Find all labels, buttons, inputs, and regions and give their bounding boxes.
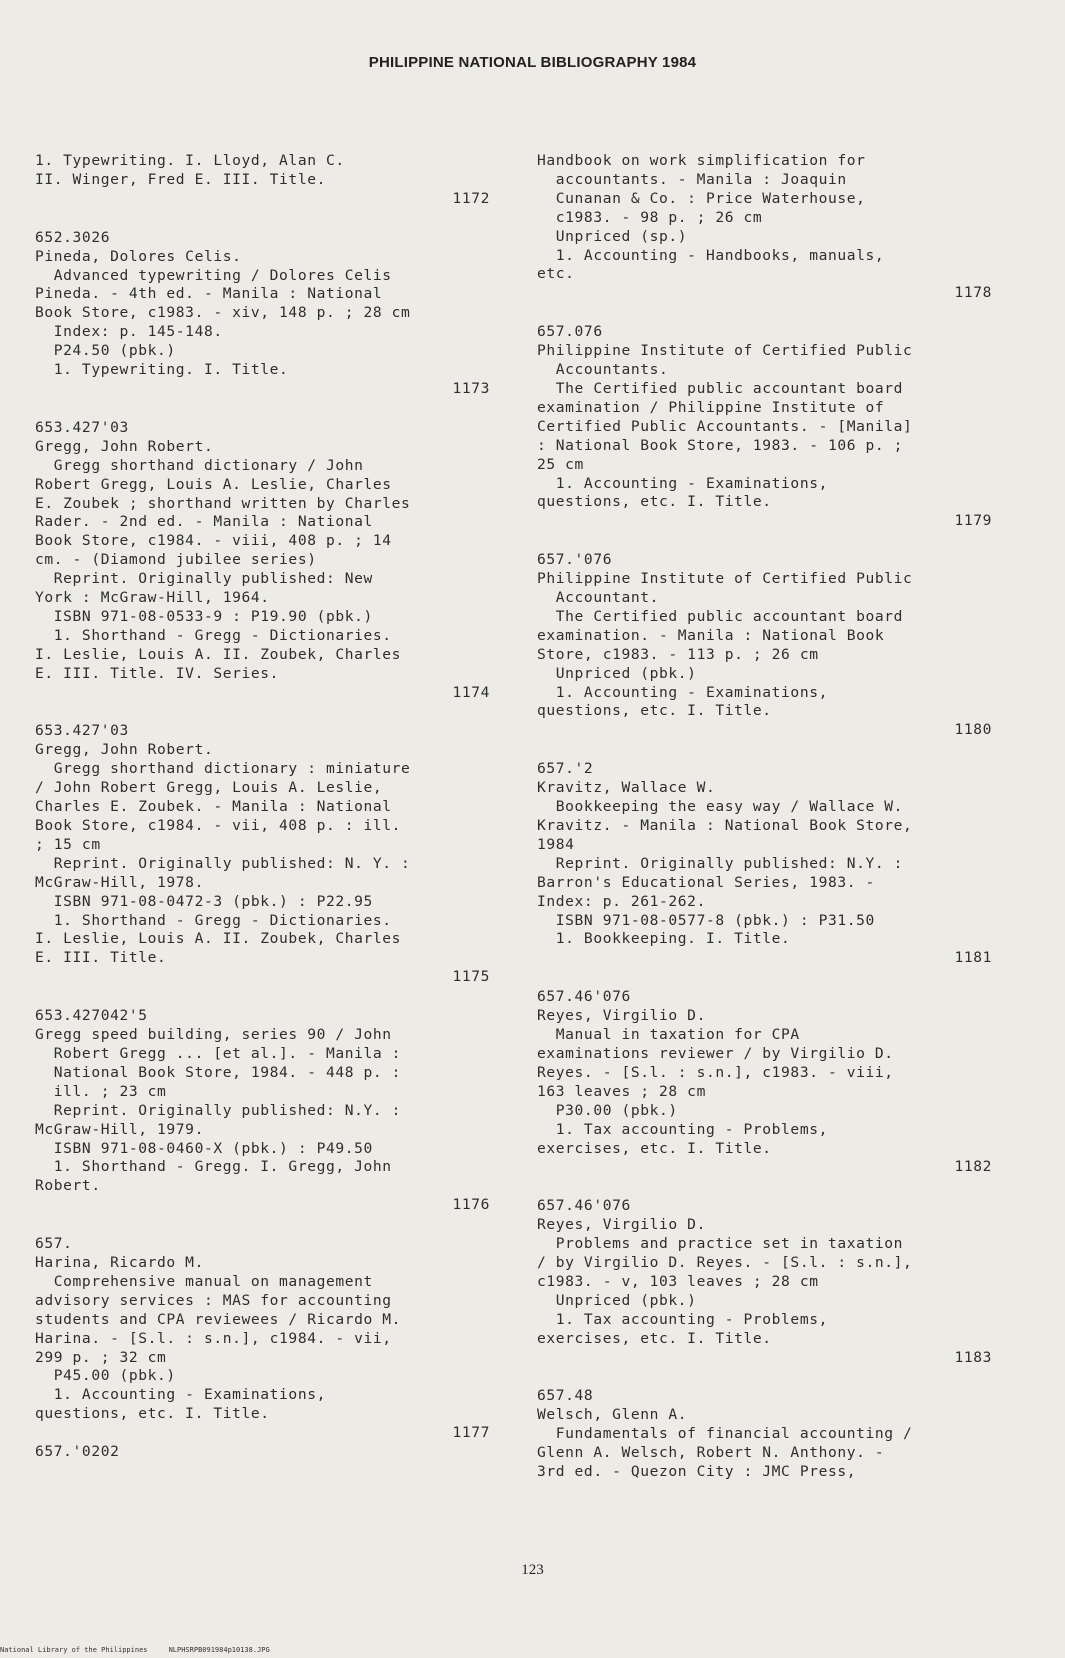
entry-line: Robert Gregg, Louis A. Leslie, Charles xyxy=(35,475,392,493)
page-title: PHILIPPINE NATIONAL BIBLIOGRAPHY 1984 xyxy=(368,54,697,71)
entry-line: Unpriced (sp.) xyxy=(537,227,688,245)
entry-line: 163 leaves ; 28 cm xyxy=(537,1082,706,1100)
entry-line: ISBN 971-08-0472-3 (pbk.) : P22.95 xyxy=(35,892,373,910)
entry-line: c1983. - v, 103 leaves ; 28 cm xyxy=(537,1272,819,1290)
entry-line: Reyes, Virgilio D. xyxy=(537,1007,706,1025)
entry-line: The Certified public accountant board xyxy=(537,607,904,625)
entry-line: Accountants. xyxy=(537,361,669,379)
entry-line: Kravitz, Wallace W. xyxy=(537,779,716,797)
entry-line: Fundamentals of financial accounting / xyxy=(537,1425,913,1443)
entry-line: P24.50 (pbk.) xyxy=(35,342,176,360)
page-number: 123 xyxy=(521,1562,544,1578)
entry-continued xyxy=(35,1443,490,1462)
entry-line: Rader. - 2nd ed. - Manila : National xyxy=(35,513,373,531)
entry-line: 657.'0202 xyxy=(35,1443,120,1461)
entry-line: McGraw-Hill, 1978. xyxy=(35,873,204,891)
entry-line: I. Leslie, Louis A. II. Zoubek, Charles xyxy=(35,645,402,663)
entry-line: 1. Tax accounting - Problems, xyxy=(537,1120,828,1138)
entry-1173 xyxy=(35,229,490,380)
entry-number: 1176 xyxy=(452,1196,490,1214)
entry-line: Book Store, c1984. - vii, 408 p. : ill. xyxy=(35,817,402,834)
entry-line: ; 15 cm xyxy=(35,835,101,853)
entry-line: Accountant. xyxy=(537,589,660,607)
entry-line: Pineda. - 4th ed. - Manila : National xyxy=(35,285,383,303)
entry-line: Problems and practice set in taxation xyxy=(537,1235,904,1253)
entry-line: Robert. xyxy=(35,1177,101,1195)
entry-line: Kravitz. - Manila : National Book Store, xyxy=(537,817,913,834)
entry-line: Gregg shorthand dictionary / John xyxy=(35,456,364,474)
entry-line: E. III. Title. xyxy=(35,949,167,967)
entry-line: 1. Accounting - Handbooks, manuals, xyxy=(537,246,885,264)
entry-line: Glenn A. Welsch, Robert N. Anthony. - xyxy=(537,1444,885,1462)
entry-number: 1178 xyxy=(954,284,992,302)
entry-line: examinations reviewer / by Virgilio D. xyxy=(537,1044,894,1062)
entry-number: 1179 xyxy=(954,512,992,530)
entry-line: examination / Philippine Institute of xyxy=(537,398,885,416)
scan-footer: National Library of the Philippines NLPHSRPB091984p10138.JPG xyxy=(0,1646,270,1654)
entry-line: advisory services : MAS for accounting xyxy=(35,1291,392,1309)
entry-line: cm. - (Diamond jubilee series) xyxy=(35,551,317,569)
entry-line: Barron's Educational Series, 1983. - xyxy=(537,873,875,891)
entry-line: Manual in taxation for CPA xyxy=(537,1026,800,1044)
entry-line: / John Robert Gregg, Louis A. Leslie, xyxy=(35,779,383,797)
entry-line: c1983. - 98 p. ; 26 cm xyxy=(537,208,763,226)
entry-line: Book Store, c1984. - viii, 408 p. ; 14 xyxy=(35,532,392,550)
entry-1172 xyxy=(35,152,490,190)
entry-line: National Book Store, 1984. - 448 p. : xyxy=(35,1063,402,1081)
entry-line: Reprint. Originally published: N.Y. : xyxy=(35,1101,402,1119)
entry-number: 1173 xyxy=(452,379,490,397)
entry-number: 1182 xyxy=(954,1158,992,1176)
entry-line: ISBN 971-08-0460-X (pbk.) : P49.50 xyxy=(35,1139,373,1157)
entry-line: Store, c1983. - 113 p. ; 26 cm xyxy=(537,645,819,663)
entry-line: 657.46'076 xyxy=(537,1197,631,1215)
entry-line: Advanced typewriting / Dolores Celis xyxy=(35,266,392,284)
entry-line: Certified Public Accountants. - [Manila] xyxy=(537,417,913,435)
entry-line: questions, etc. I. Title. xyxy=(537,702,772,720)
entry-line: students and CPA reviewees / Ricardo M. xyxy=(35,1310,402,1328)
entry-number: 1175 xyxy=(452,968,490,986)
entry-1175 xyxy=(35,722,490,968)
entry-line: 1. Bookkeeping. I. Title. xyxy=(537,930,791,948)
entry-line: The Certified public accountant board xyxy=(537,379,904,397)
entry-1183 xyxy=(537,1197,992,1348)
entry-1178 xyxy=(537,152,992,284)
entry-line: 1. Accounting - Examinations, xyxy=(537,683,828,701)
entry-line: exercises, etc. I. Title. xyxy=(537,1329,772,1347)
entry-1174 xyxy=(35,419,490,684)
entry-line: 1984 xyxy=(537,835,575,853)
entry-1180 xyxy=(537,551,992,721)
entry-line: Gregg, John Robert. xyxy=(35,437,214,455)
entry-number: 1177 xyxy=(452,1424,490,1442)
entry-line: P30.00 (pbk.) xyxy=(537,1101,678,1119)
entry-line: Gregg speed building, series 90 / John xyxy=(35,1026,392,1044)
entry-line: Pineda, Dolores Celis. xyxy=(35,247,242,265)
entry-line: Unpriced (pbk.) xyxy=(537,1291,697,1309)
entry-line: II. Winger, Fred E. III. Title. xyxy=(35,170,326,188)
entry-line: E. Zoubek ; shorthand written by Charles xyxy=(35,494,411,512)
entry-1177 xyxy=(35,1235,490,1424)
entry-line: questions, etc. I. Title. xyxy=(35,1405,270,1423)
entry-line: E. III. Title. IV. Series. xyxy=(35,664,280,682)
entry-line: Unpriced (pbk.) xyxy=(537,664,697,682)
entry-line: I. Leslie, Louis A. II. Zoubek, Charles xyxy=(35,930,402,948)
entry-line: 1. Tax accounting - Problems, xyxy=(537,1310,828,1328)
entry-line: 657.46'076 xyxy=(537,988,631,1006)
entry-line: 653.427042'5 xyxy=(35,1007,148,1025)
entry-1179 xyxy=(537,323,992,512)
entry-line: 657.'2 xyxy=(537,760,594,778)
entry-line: Harina, Ricardo M. xyxy=(35,1254,204,1272)
entry-line: : National Book Store, 1983. - 106 p. ; xyxy=(537,436,904,454)
entry-line: 1. Accounting - Examinations, xyxy=(35,1386,326,1404)
entry-line: Book Store, c1983. - xiv, 148 p. ; 28 cm xyxy=(35,304,411,322)
entry-line: 25 cm xyxy=(537,455,584,473)
entry-line: 3rd ed. - Quezon City : JMC Press, xyxy=(537,1463,857,1481)
entry-line: Reprint. Originally published: New xyxy=(35,570,373,588)
right-column xyxy=(537,152,992,1482)
entry-line: McGraw-Hill, 1979. xyxy=(35,1120,204,1138)
entry-number: 1181 xyxy=(954,949,992,967)
entry-line: Philippine Institute of Certified Public xyxy=(537,342,913,360)
entry-line: 653.427'03 xyxy=(35,418,129,436)
entry-line: exercises, etc. I. Title. xyxy=(537,1139,772,1157)
entry-line: 657.48 xyxy=(537,1387,594,1405)
entry-line: Reprint. Originally published: N.Y. : xyxy=(537,854,904,872)
entry-line: 299 p. ; 32 cm xyxy=(35,1348,167,1366)
entry-line: Index: p. 261-262. xyxy=(537,892,706,910)
entry-line: Philippine Institute of Certified Public xyxy=(537,570,913,588)
entry-line: accountants. - Manila : Joaquin xyxy=(537,170,847,188)
entry-line: 657.076 xyxy=(537,323,603,341)
entry-continued xyxy=(537,1387,992,1482)
entry-line: questions, etc. I. Title. xyxy=(537,493,772,511)
entry-line: Robert Gregg ... [et al.]. - Manila : xyxy=(35,1044,402,1062)
entry-line: 1. Shorthand - Gregg - Dictionaries. xyxy=(35,626,392,644)
entry-line: 657.'076 xyxy=(537,551,613,569)
entry-line: 1. Typewriting. I. Title. xyxy=(35,361,289,379)
entry-line: Harina. - [S.l. : s.n.], c1984. - vii, xyxy=(35,1329,392,1347)
entry-line: Bookkeeping the easy way / Wallace W. xyxy=(537,798,904,816)
entry-line: 652.3026 xyxy=(35,228,111,246)
entry-line: ill. ; 23 cm xyxy=(35,1082,167,1100)
entry-number: 1183 xyxy=(954,1348,992,1366)
entry-line: ISBN 971-08-0533-9 : P19.90 (pbk.) xyxy=(35,607,373,625)
entry-line: Reprint. Originally published: N. Y. : xyxy=(35,854,411,872)
entry-line: / by Virgilio D. Reyes. - [S.l. : s.n.], xyxy=(537,1254,913,1272)
entry-line: Reyes. - [S.l. : s.n.], c1983. - viii, xyxy=(537,1063,894,1081)
left-column xyxy=(35,152,490,1462)
entry-number: 1180 xyxy=(954,721,992,739)
entry-line: examination. - Manila : National Book xyxy=(537,626,885,644)
entry-line: Handbook on work simplification for xyxy=(537,152,866,169)
entry-line: Charles E. Zoubek. - Manila : National xyxy=(35,798,392,816)
entry-line: ISBN 971-08-0577-8 (pbk.) : P31.50 xyxy=(537,911,875,929)
entry-line: Gregg, John Robert. xyxy=(35,741,214,759)
entry-line: 1. Shorthand - Gregg - Dictionaries. xyxy=(35,911,392,929)
entry-line: York : McGraw-Hill, 1964. xyxy=(35,589,270,607)
entry-line: 653.427'03 xyxy=(35,722,129,740)
entry-line: Cunanan & Co. : Price Waterhouse, xyxy=(537,189,866,207)
entry-line: Comprehensive manual on management xyxy=(35,1272,373,1290)
entry-line: Gregg shorthand dictionary : miniature xyxy=(35,760,411,778)
entry-line: Reyes, Virgilio D. xyxy=(537,1216,706,1234)
entry-1176 xyxy=(35,1007,490,1196)
entry-line: Welsch, Glenn A. xyxy=(537,1406,688,1424)
entry-line: 1. Accounting - Examinations, xyxy=(537,474,828,492)
entry-line: 1. Typewriting. I. Lloyd, Alan C. xyxy=(35,152,345,169)
entry-1181 xyxy=(537,760,992,949)
entry-number: 1172 xyxy=(452,189,490,207)
entry-line: 1. Shorthand - Gregg. I. Gregg, John xyxy=(35,1158,392,1176)
entry-line: 657. xyxy=(35,1235,73,1253)
entry-line: P45.00 (pbk.) xyxy=(35,1367,176,1385)
entry-line: etc. xyxy=(537,265,575,283)
entry-1182 xyxy=(537,988,992,1158)
entry-number: 1174 xyxy=(452,683,490,701)
entry-line: Index: p. 145-148. xyxy=(35,323,223,341)
